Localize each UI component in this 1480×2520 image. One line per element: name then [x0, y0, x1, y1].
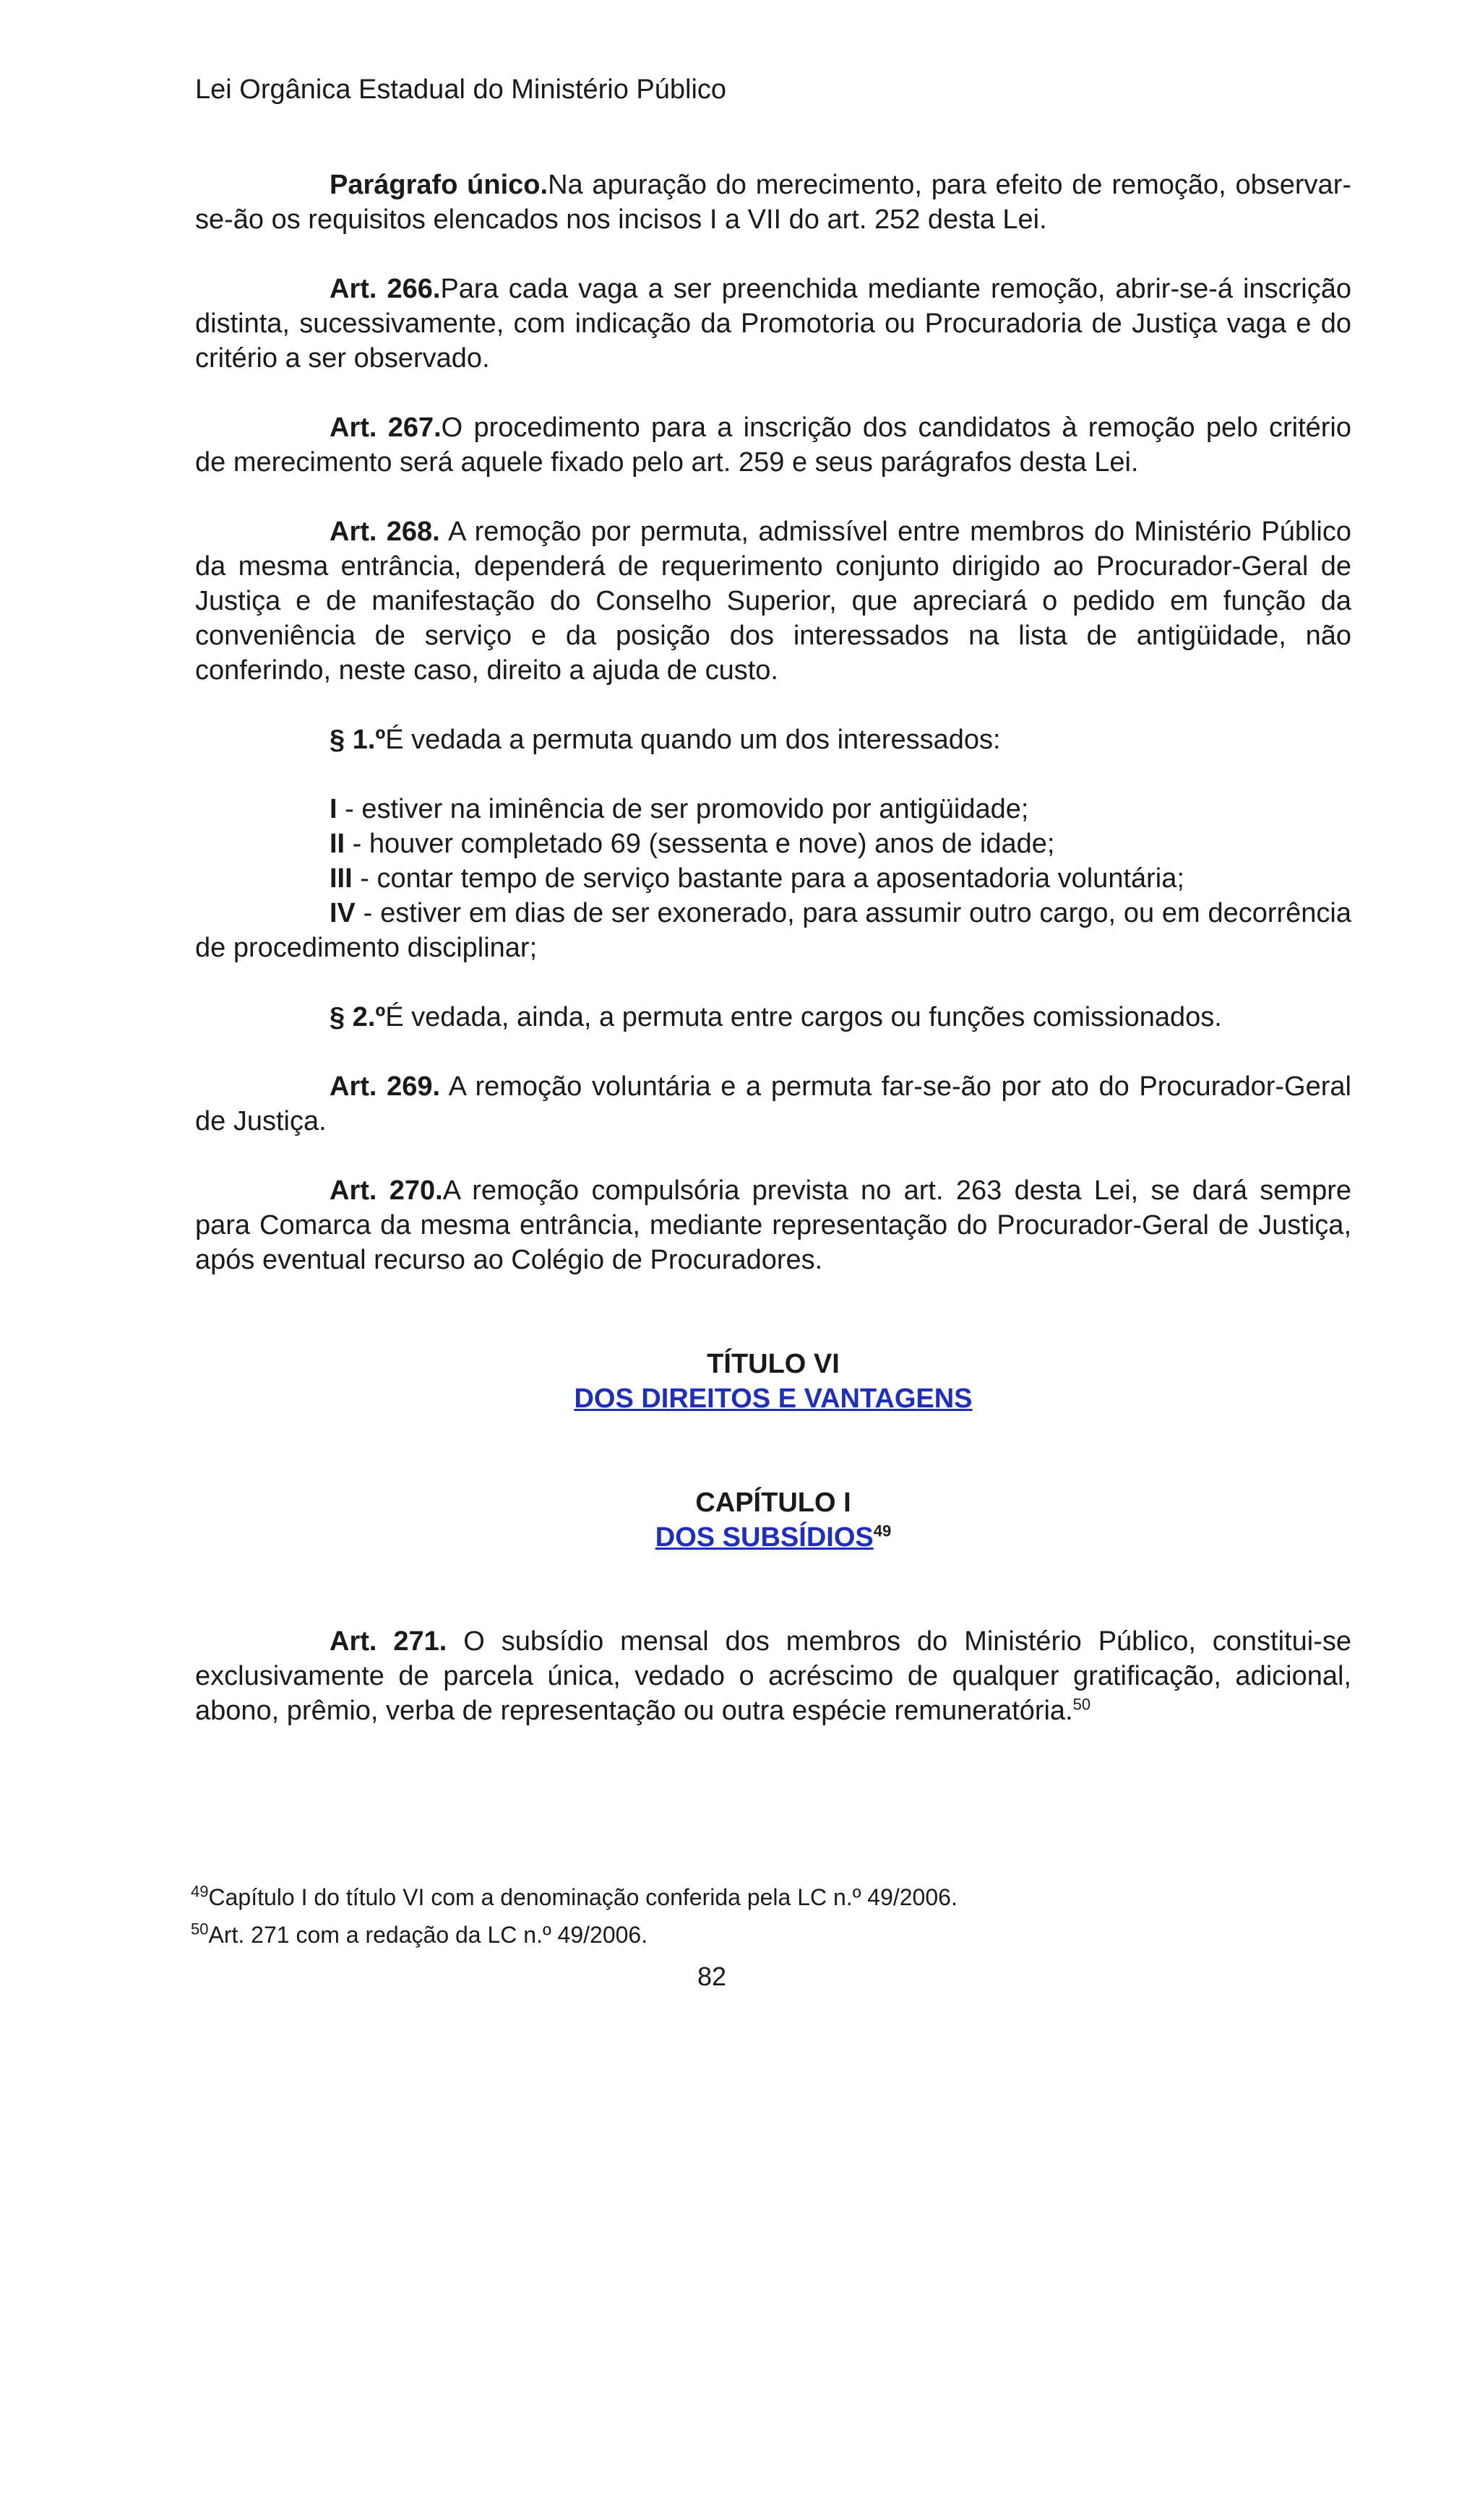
article-268-paragraph-2-text: É vedada, ainda, a permuta entre cargos ou funções comissionados. — [385, 1002, 1222, 1032]
article-268-paragraph-2 — [195, 1000, 1351, 1035]
footnote-49 — [191, 1878, 1361, 1916]
article-269 — [195, 1069, 1351, 1139]
article-268-paragraph-1 — [195, 722, 1351, 757]
inciso-iii — [195, 861, 1351, 896]
article-270 — [195, 1173, 1351, 1277]
article-271 — [195, 1624, 1351, 1728]
inciso-i-num: I — [330, 794, 337, 824]
article-271-text: O subsídio mensal dos membros do Ministério Público, constitui-se exclusivamente de parcela única, vedado o acréscimo de qualquer gratificação, adicional, abono, prêmio, verba de representação ou outra espécie remuneratória. — [195, 1626, 1351, 1726]
inciso-ii — [195, 827, 1351, 861]
inciso-i-text: - estiver na iminência de ser promovido por antigüidade; — [337, 794, 1029, 824]
capitulo-link[interactable]: DOS SUBSÍDIOS — [655, 1522, 874, 1553]
article-269-text: A remoção voluntária e a permuta far-se-ão por ato do Procurador-Geral de Justiça. — [195, 1071, 1351, 1136]
capitulo-heading — [195, 1485, 1351, 1555]
article-268 — [195, 514, 1351, 688]
document-body — [195, 168, 1351, 1763]
article-268-paragraph-1-label: § 1.º — [330, 725, 386, 755]
article-267 — [195, 410, 1351, 480]
article-268-paragraph-2-label: § 2.º — [330, 1002, 386, 1032]
inciso-iii-text: - contar tempo de serviço bastante para a aposentadoria voluntária; — [352, 863, 1184, 894]
article-270-text: A remoção compulsória prevista no art. 263 desta Lei, se dará sempre para Comarca da mesma entrância, mediante representação do Procurador-Geral de Justiça, após eventual recurso ao Colégio de Procuradores. — [195, 1175, 1351, 1275]
article-268-text: A remoção por permuta, admissível entre membros do Ministério Público da mesma entrância, dependerá de requerimento conjunto dirigido ao Procurador-Geral de Justiça e de manifestação do Conselho Superior, que apreciará o pedido em função da conveniência de serviço e da posição dos interessados na lista de antigüidade, não conferindo, neste caso, direito a ajuda de custo. — [195, 517, 1351, 686]
article-268-label: Art. 268. — [330, 517, 440, 547]
footnote-50-text: Art. 271 com a redação da LC n.º 49/2006. — [208, 1922, 648, 1948]
article-268-incisos — [195, 792, 1351, 965]
inciso-iv-text: - estiver em dias de ser exonerado, para assumir outro cargo, ou em decorrência de procedimento disciplinar; — [195, 898, 1351, 963]
inciso-ii-text: - houver completado 69 (sessenta e nove) anos de idade; — [345, 829, 1055, 859]
capitulo-link-line — [655, 1522, 891, 1553]
footnotes — [191, 1878, 1361, 1954]
page-number: 82 — [697, 1962, 727, 1991]
running-header: Lei Orgânica Estadual do Ministério Público — [195, 74, 727, 105]
titulo-heading — [195, 1347, 1351, 1416]
paragrafo-unico — [195, 168, 1351, 237]
article-270-label: Art. 270. — [330, 1175, 443, 1206]
footnote-50 — [191, 1916, 1361, 1954]
article-266-text: Para cada vaga a ser preenchida mediante remoção, abrir-se-á inscrição distinta, sucessivamente, com indicação da Promotoria ou Procuradoria de Justiça vaga e do critério a ser observado. — [195, 274, 1351, 374]
article-266-label: Art. 266. — [330, 274, 441, 304]
article-271-label: Art. 271. — [330, 1626, 447, 1657]
inciso-iii-num: III — [330, 863, 353, 894]
inciso-ii-num: II — [330, 829, 345, 859]
footnote-50-num: 50 — [191, 1920, 209, 1938]
article-269-label: Art. 269. — [330, 1071, 441, 1102]
article-266 — [195, 272, 1351, 376]
capitulo-label: CAPÍTULO I — [695, 1488, 851, 1518]
article-271-footnote-ref[interactable]: 50 — [1072, 1695, 1091, 1714]
inciso-iv-num: IV — [330, 898, 356, 928]
inciso-iv — [195, 896, 1351, 965]
titulo-link[interactable]: DOS DIREITOS E VANTAGENS — [574, 1384, 973, 1414]
article-267-label: Art. 267. — [330, 413, 442, 443]
footnote-49-num: 49 — [191, 1882, 209, 1901]
paragrafo-unico-label: Parágrafo único. — [330, 170, 548, 200]
footnote-49-text: Capítulo I do título VI com a denominação conferida pela LC n.º 49/2006. — [208, 1884, 958, 1910]
titulo-label: TÍTULO VI — [707, 1349, 840, 1379]
capitulo-footnote-ref[interactable]: 49 — [873, 1522, 892, 1540]
article-268-paragraph-1-text: É vedada a permuta quando um dos interessados: — [385, 725, 1001, 755]
document-page — [191, 0, 1352, 2520]
inciso-i — [195, 792, 1351, 827]
article-267-text: O procedimento para a inscrição dos candidatos à remoção pelo critério de merecimento será aquele fixado pelo art. 259 e seus parágrafos desta Lei. — [195, 413, 1351, 478]
paragrafo-unico-text: Na apuração do merecimento, para efeito de remoção, observar-se-ão os requisitos elencados nos incisos I a VII do art. 252 desta Lei. — [195, 170, 1352, 235]
